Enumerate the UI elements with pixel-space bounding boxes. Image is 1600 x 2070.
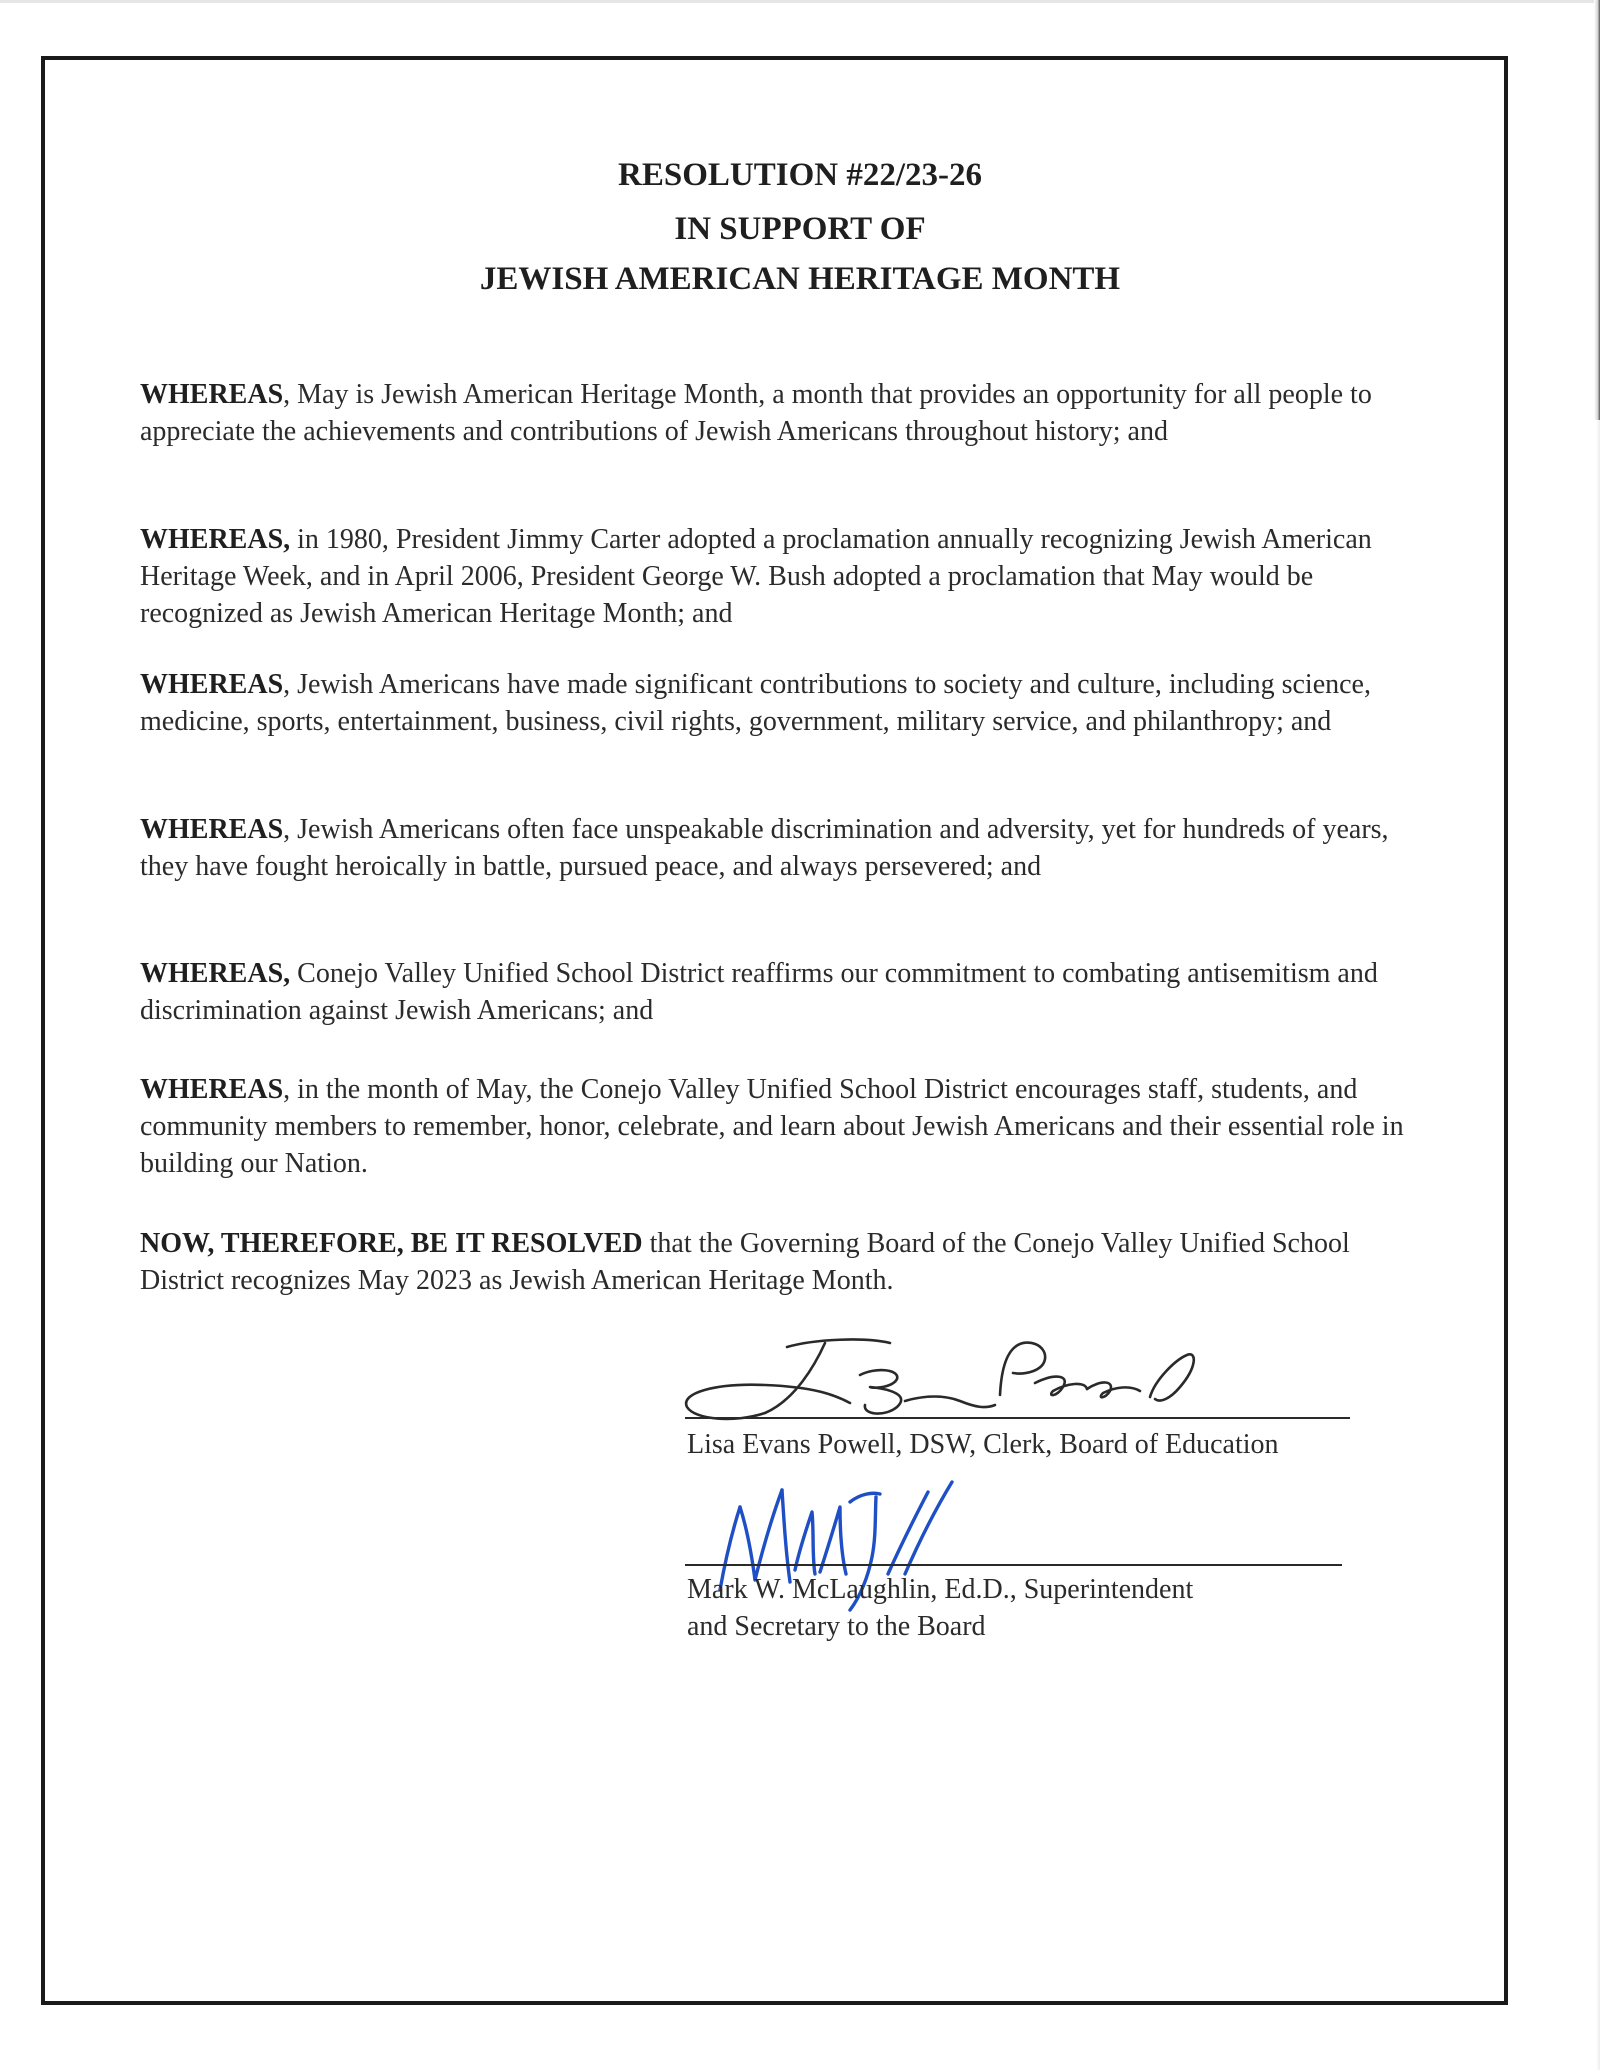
paragraph-text: , Jewish Americans often face unspeakable discrimination and adversity, yet for hundreds of years, they have fought heroically in battle, pursued peace, and always persevered; and (140, 814, 1389, 882)
paragraph-lead: NOW, THEREFORE, BE IT RESOLVED (140, 1228, 643, 1259)
whereas-paragraph-3 (140, 666, 1440, 740)
paragraph-text: in 1980, President Jimmy Carter adopted a proclamation annually recognizing Jewish American Heritage Week, and in April 2006, President George W. Bush adopted a proclamation that May would be recognized as Jewish American Heritage Month; and (140, 524, 1372, 629)
resolution-subtitle: IN SUPPORT OF (674, 211, 926, 247)
paragraph-text: , in the month of May, the Conejo Valley Unified School District encourages staff, students, and community members to remember, honor, celebrate, and learn about Jewish Americans and their essential role in building our Nation. (140, 1074, 1404, 1179)
scan-edge-right-lower (1596, 420, 1600, 2070)
paragraph-text: , May is Jewish American Heritage Month, a month that provides an opportunity for all people to appreciate the achievements and contributions of Jewish Americans throughout history; and (140, 379, 1372, 447)
resolution-number: RESOLUTION #22/23-26 (618, 157, 982, 193)
whereas-paragraph-4 (140, 811, 1440, 885)
paragraph-lead: WHEREAS (140, 1074, 284, 1105)
paragraph-text: that the Governing Board of the Conejo Valley Unified School District recognizes May 2023 as Jewish American Heritage Month. (140, 1228, 1350, 1296)
resolved-paragraph (140, 1225, 1440, 1299)
whereas-paragraph-5 (140, 955, 1440, 1029)
paragraph-lead: WHEREAS (140, 669, 284, 700)
signature-line-clerk (685, 1417, 1350, 1419)
scan-edge-top (0, 0, 1600, 3)
whereas-paragraph-1 (140, 376, 1440, 450)
paragraph-lead: WHEREAS (140, 379, 284, 410)
paragraph-lead: WHEREAS (140, 814, 284, 845)
resolution-title: JEWISH AMERICAN HERITAGE MONTH (479, 261, 1121, 297)
paragraph-lead: WHEREAS, (140, 524, 291, 555)
paragraph-text: , Jewish Americans have made significant contributions to society and culture, including science, medicine, sports, entertainment, business, civil rights, government, military service, and philanthropy; and (140, 669, 1371, 737)
signature-line-superintendent (685, 1564, 1342, 1566)
paragraph-text: Conejo Valley Unified School District reaffirms our commitment to combating antisemitism and discrimination against Jewish Americans; and (140, 958, 1378, 1026)
superintendent-name: Mark W. McLaughlin, Ed.D., Superintendent (687, 1574, 1194, 1605)
paragraph-lead: WHEREAS, (140, 958, 291, 989)
clerk-name: Lisa Evans Powell, DSW, Clerk, Board of Education (687, 1429, 1279, 1460)
superintendent-title: and Secretary to the Board (687, 1611, 986, 1642)
whereas-paragraph-2 (140, 521, 1440, 632)
whereas-paragraph-6 (140, 1071, 1440, 1182)
document-border (41, 56, 1508, 2005)
